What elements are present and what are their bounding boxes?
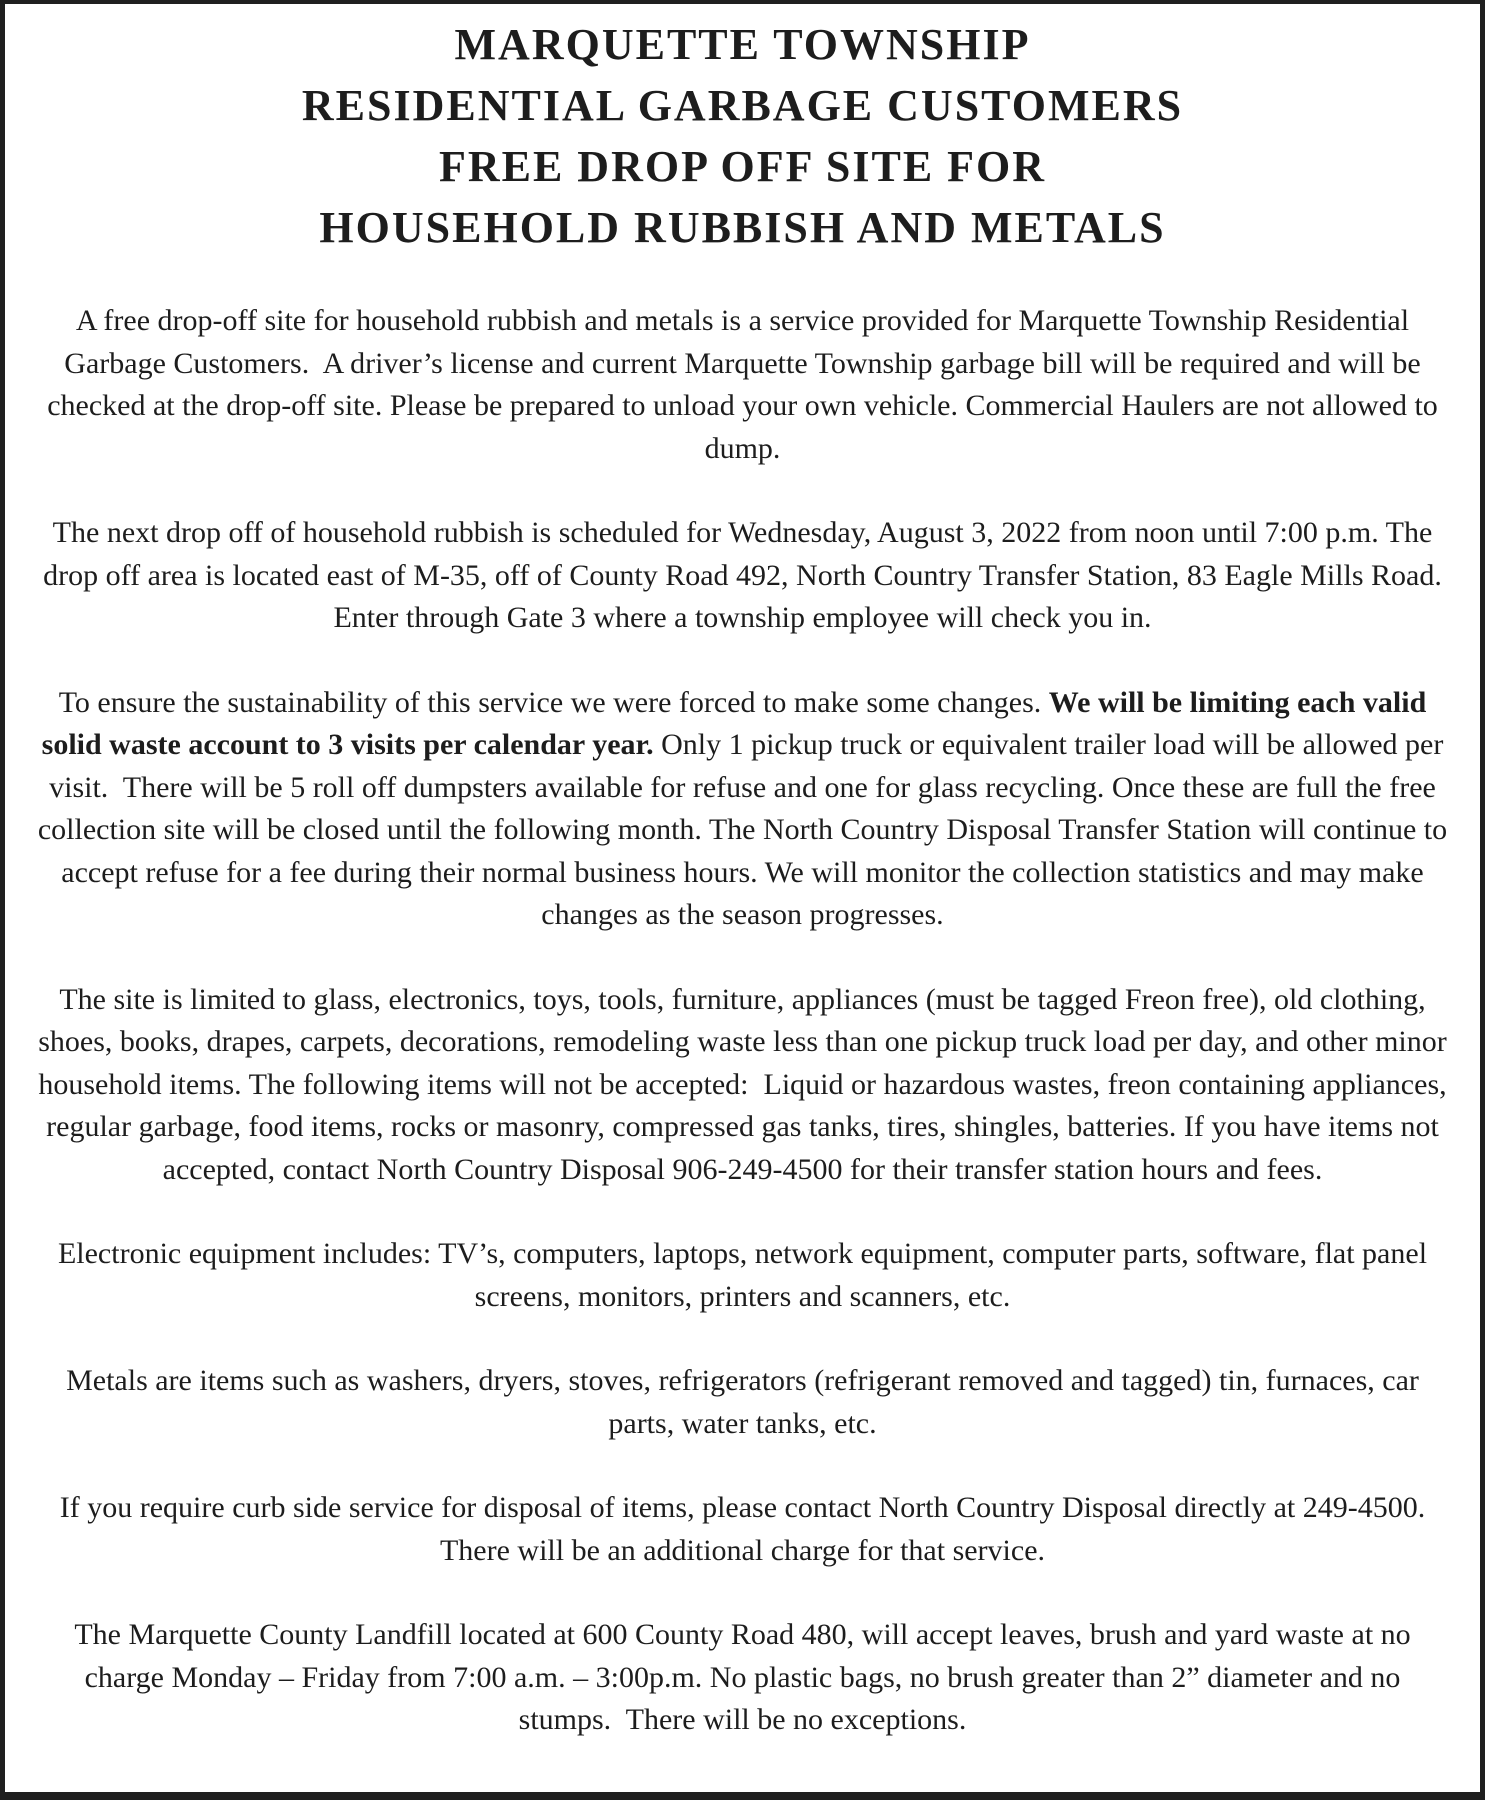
paragraph-accepted-items: The site is limited to glass, electronics, toys, tools, furniture, appliances (must be tagged Freon free), old clothing, shoes, books, drapes, carpets, decorations, remodeling waste less than one pickup truck load per day, and other minor household items. The following items will not be accepted: Liquid or hazardous wastes, freon containing appliances, regular garbage, food items, rocks or masonry, compressed gas tanks, tires, shingles, batteries. If you have items not accepted, contact North Country Disposal 906-249-4500 for their transfer station hours and fees. [38,982,1455,1186]
paragraph-electronic-equipment: Electronic equipment includes: TV’s, computers, laptops, network equipment, computer parts, software, flat panel screens, monitors, printers and scanners, etc. [57,1237,1435,1313]
visit-limits-text-before: To ensure the sustainability of this service we were forced to make some changes. [58,685,1049,719]
visit-limits-bold-statement: We will be limiting each valid solid waste account to 3 visits per calendar year. [41,685,1434,761]
paragraph-county-landfill: The Marquette County Landfill located at 600 County Road 480, will accept leaves, brush and yard waste at no charge Monday – Friday from 7:00 a.m. – 3:00p.m. No plastic bags, no brush greater than 2” diameter and no stumps. There will be no exceptions. [74,1618,1419,1736]
title-line-rubbish-metals: HOUSEHOLD RUBBISH AND METALS [319,203,1166,252]
paragraph-schedule-location: The next drop off of household rubbish is scheduled for Wednesday, August 3, 2022 from noon until 7:00 p.m. The drop off area is located east of M-35, off of County Road 492, North Country Transfer Station, 83 Eagle Mills Road. Enter through Gate 3 where a township employee will check you in. [43,516,1450,634]
title-line-township: MARQUETTE TOWNSHIP [454,20,1031,69]
visit-limits-text-after: Only 1 pickup truck or equivalent trailer load will be allowed per visit. There will be 5 roll off dumpsters available for refuse and one for glass recycling. Once these are full the free collection site will be closed until the following month. The North Country Disposal Transfer Station will continue to accept refuse for a fee during their normal business hours. We will monitor the collection statistics and may make changes as the season progresses. [37,728,1455,931]
notice-content [5,4,1480,1742]
notice-title [35,14,1450,258]
paragraph-service-intro: A free drop-off site for household rubbish and metals is a service provided for Marquette Township Residential Garbage Customers. A driver’s license and current Marquette Township garbage bill will be required and will be checked at the drop-off site. Please be prepared to unload your own vehicle. Commercial Haulers are not allowed to dump. [47,304,1446,465]
title-line-customers: RESIDENTIAL GARBAGE CUSTOMERS [301,81,1184,130]
paragraph-visit-limits [35,682,1455,937]
paragraph-curbside-service: If you require curb side service for disposal of items, please contact North Country Disposal directly at 249-4500. There will be an additional charge for that service. [59,1491,1441,1567]
title-line-dropoff: FREE DROP OFF SITE FOR [438,142,1047,191]
paragraph-metals-definition: Metals are items such as washers, dryers, stoves, refrigerators (refrigerant removed and tagged) tin, furnaces, car parts, water tanks, etc. [66,1364,1427,1440]
